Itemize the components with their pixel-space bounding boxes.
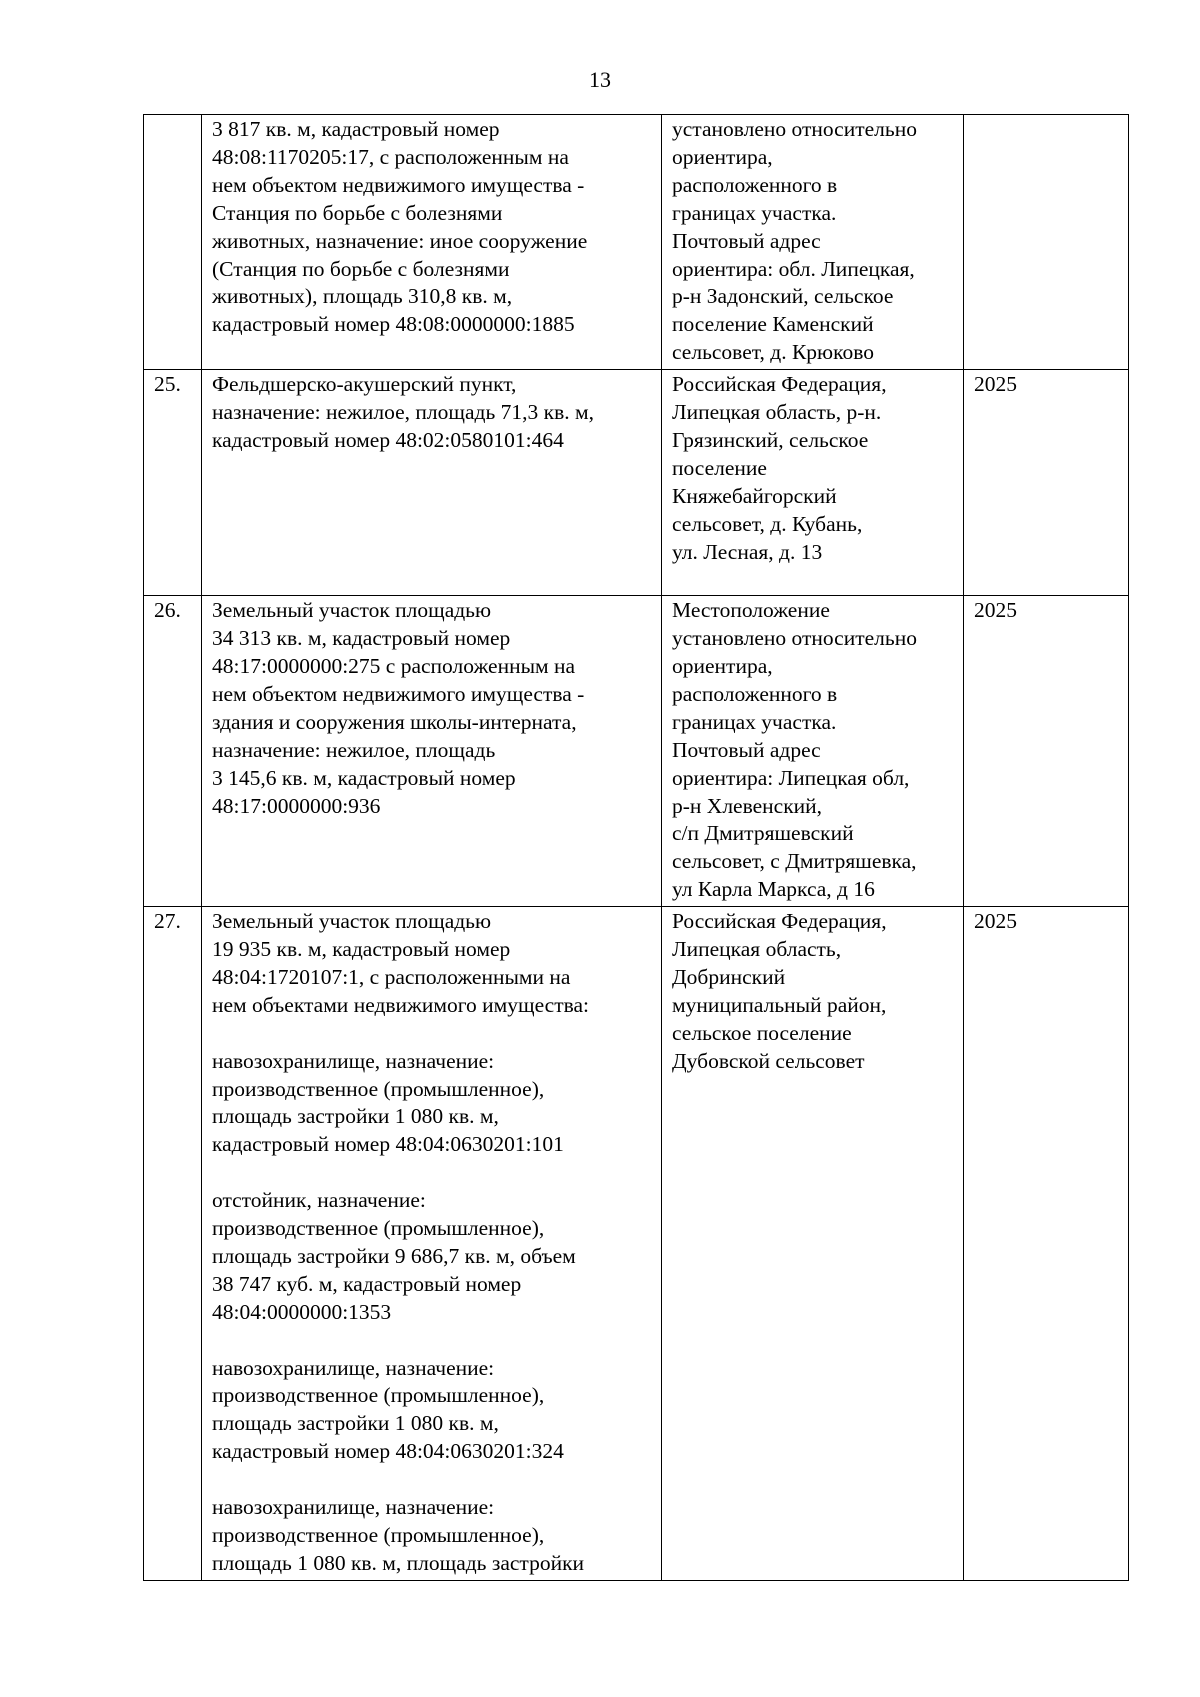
location-line: с/п Дмитряшевский <box>672 821 854 846</box>
location-line: ул. Лесная, д. 13 <box>672 539 823 564</box>
object-description-cell <box>202 907 662 1581</box>
object-description-line: назначение: нежилое, площадь <box>212 737 496 762</box>
table-row <box>144 907 1129 1581</box>
year-cell: 2025 <box>964 596 1129 907</box>
page-number: 13 <box>589 67 611 92</box>
table-row <box>144 596 1129 907</box>
object-description-line: (Станция по борьбе с болезнями <box>212 256 510 281</box>
object-description-line: Земельный участок площадью <box>212 598 492 623</box>
object-description-line: площадь застройки 1 080 кв. м, <box>212 1411 499 1436</box>
location-line: ориентира, <box>672 144 773 169</box>
location-line: Липецкая область, р-н. <box>672 400 882 425</box>
object-description-line: кадастровый номер 48:08:0000000:1885 <box>212 312 575 337</box>
location-line: сельское поселение <box>672 1020 852 1045</box>
object-description-line: животных), площадь 310,8 кв. м, <box>212 284 513 309</box>
location-line: ориентира: Липецкая обл, <box>672 765 910 790</box>
location-line: Липецкая область, <box>672 937 842 962</box>
object-description-line: отстойник, назначение: <box>212 1188 426 1213</box>
row-number-cell: 27. <box>144 907 202 1581</box>
table-row <box>144 370 1129 596</box>
object-description-line: навозохранилище, назначение: <box>212 1048 495 1073</box>
location-line: Почтовый адрес <box>672 737 821 762</box>
row-number-cell: 26. <box>144 596 202 907</box>
location-line: Российская Федерация, <box>672 909 887 934</box>
object-description-line: 3 145,6 кв. м, кадастровый номер <box>212 765 516 790</box>
object-description-line: кадастровый номер 48:04:0630201:101 <box>212 1132 564 1157</box>
location-line: установлено относительно <box>672 626 917 651</box>
location-line: Российская Федерация, <box>672 372 887 397</box>
location-cell <box>662 115 964 370</box>
location-line: поселение <box>672 455 767 480</box>
location-line: Грязинский, сельское <box>672 427 869 452</box>
object-description-line: кадастровый номер 48:02:0580101:464 <box>212 427 564 452</box>
paragraph-gap <box>212 1466 655 1494</box>
object-description-line: нем объектом недвижимого имущества - <box>212 681 585 706</box>
object-description-line: производственное (промышленное), <box>212 1216 545 1241</box>
location-line: ориентира: обл. Липецкая, <box>672 256 915 281</box>
object-description-cell <box>202 596 662 907</box>
object-description-line: производственное (промышленное), <box>212 1383 545 1408</box>
object-description-line: 38 747 куб. м, кадастровый номер <box>212 1271 522 1296</box>
object-description-cell <box>202 370 662 596</box>
table-row <box>144 115 1129 370</box>
object-description-line: навозохранилище, назначение: <box>212 1355 495 1380</box>
location-line: сельсовет, д. Крюково <box>672 340 874 365</box>
object-description-line: животных, назначение: иное сооружение <box>212 228 588 253</box>
location-line: расположенного в <box>672 681 838 706</box>
object-description-line: производственное (промышленное), <box>212 1076 545 1101</box>
object-description-cell <box>202 115 662 370</box>
object-description-line: 48:04:1720107:1, с расположенными на <box>212 964 571 989</box>
row-number-cell <box>144 115 202 370</box>
object-description-line: 48:08:1170205:17, с расположенным на <box>212 144 569 169</box>
object-description-line: производственное (промышленное), <box>212 1523 545 1547</box>
object-description-line: нем объектами недвижимого имущества: <box>212 992 589 1017</box>
object-description-line: 48:17:0000000:275 с расположенным на <box>212 653 576 678</box>
location-line: установлено относительно <box>672 117 917 141</box>
location-cell <box>662 370 964 596</box>
year-cell <box>964 115 1129 370</box>
object-description-line: площадь застройки 9 686,7 кв. м, объем <box>212 1243 576 1268</box>
location-line: Княжебайгорский <box>672 483 837 508</box>
location-line: р-н Хлевенский, <box>672 793 823 818</box>
location-line: границах участка. <box>672 200 837 225</box>
paragraph-gap <box>212 1327 655 1355</box>
object-description-line: Фельдшерско-акушерский пункт, <box>212 372 517 397</box>
object-description-line: площадь застройки 1 080 кв. м, <box>212 1104 499 1129</box>
location-line: Почтовый адрес <box>672 228 821 253</box>
property-registry-table <box>143 114 1129 1581</box>
object-description-line: 34 313 кв. м, кадастровый номер <box>212 626 511 651</box>
paragraph-gap <box>212 1159 655 1187</box>
location-line: ул Карла Маркса, д 16 <box>672 877 875 902</box>
object-description-line: кадастровый номер 48:04:0630201:324 <box>212 1439 564 1464</box>
location-line: расположенного в <box>672 172 838 197</box>
location-line: ориентира, <box>672 653 773 678</box>
location-line: сельсовет, д. Кубань, <box>672 511 863 536</box>
object-description-line: площадь 1 080 кв. м, площадь застройки <box>212 1550 585 1575</box>
registry-table-body <box>144 115 1129 1581</box>
location-line: сельсовет, с Дмитряшевка, <box>672 849 917 874</box>
paragraph-gap <box>212 1020 655 1048</box>
object-description-line: здания и сооружения школы-интерната, <box>212 709 577 734</box>
year-cell: 2025 <box>964 370 1129 596</box>
object-description-line: Земельный участок площадью <box>212 909 492 934</box>
object-description-line: 48:17:0000000:936 <box>212 793 381 818</box>
year-cell: 2025 <box>964 907 1129 1581</box>
object-description-line: 19 935 кв. м, кадастровый номер <box>212 937 511 962</box>
location-line: муниципальный район, <box>672 992 887 1017</box>
location-line: границах участка. <box>672 709 837 734</box>
location-cell <box>662 907 964 1581</box>
object-description-line: 3 817 кв. м, кадастровый номер <box>212 117 500 141</box>
location-cell <box>662 596 964 907</box>
location-line: Дубовской сельсовет <box>672 1048 865 1073</box>
location-line: р-н Задонский, сельское <box>672 284 894 309</box>
location-line: Местоположение <box>672 598 830 623</box>
location-line: Добринский <box>672 964 786 989</box>
location-line: поселение Каменский <box>672 312 874 337</box>
object-description-line: навозохранилище, назначение: <box>212 1495 495 1520</box>
object-description-line: 48:04:0000000:1353 <box>212 1299 392 1324</box>
object-description-line: Станция по борьбе с болезнями <box>212 200 503 225</box>
object-description-line: назначение: нежилое, площадь 71,3 кв. м, <box>212 400 594 425</box>
row-number-cell: 25. <box>144 370 202 596</box>
object-description-line: нем объектом недвижимого имущества - <box>212 172 585 197</box>
